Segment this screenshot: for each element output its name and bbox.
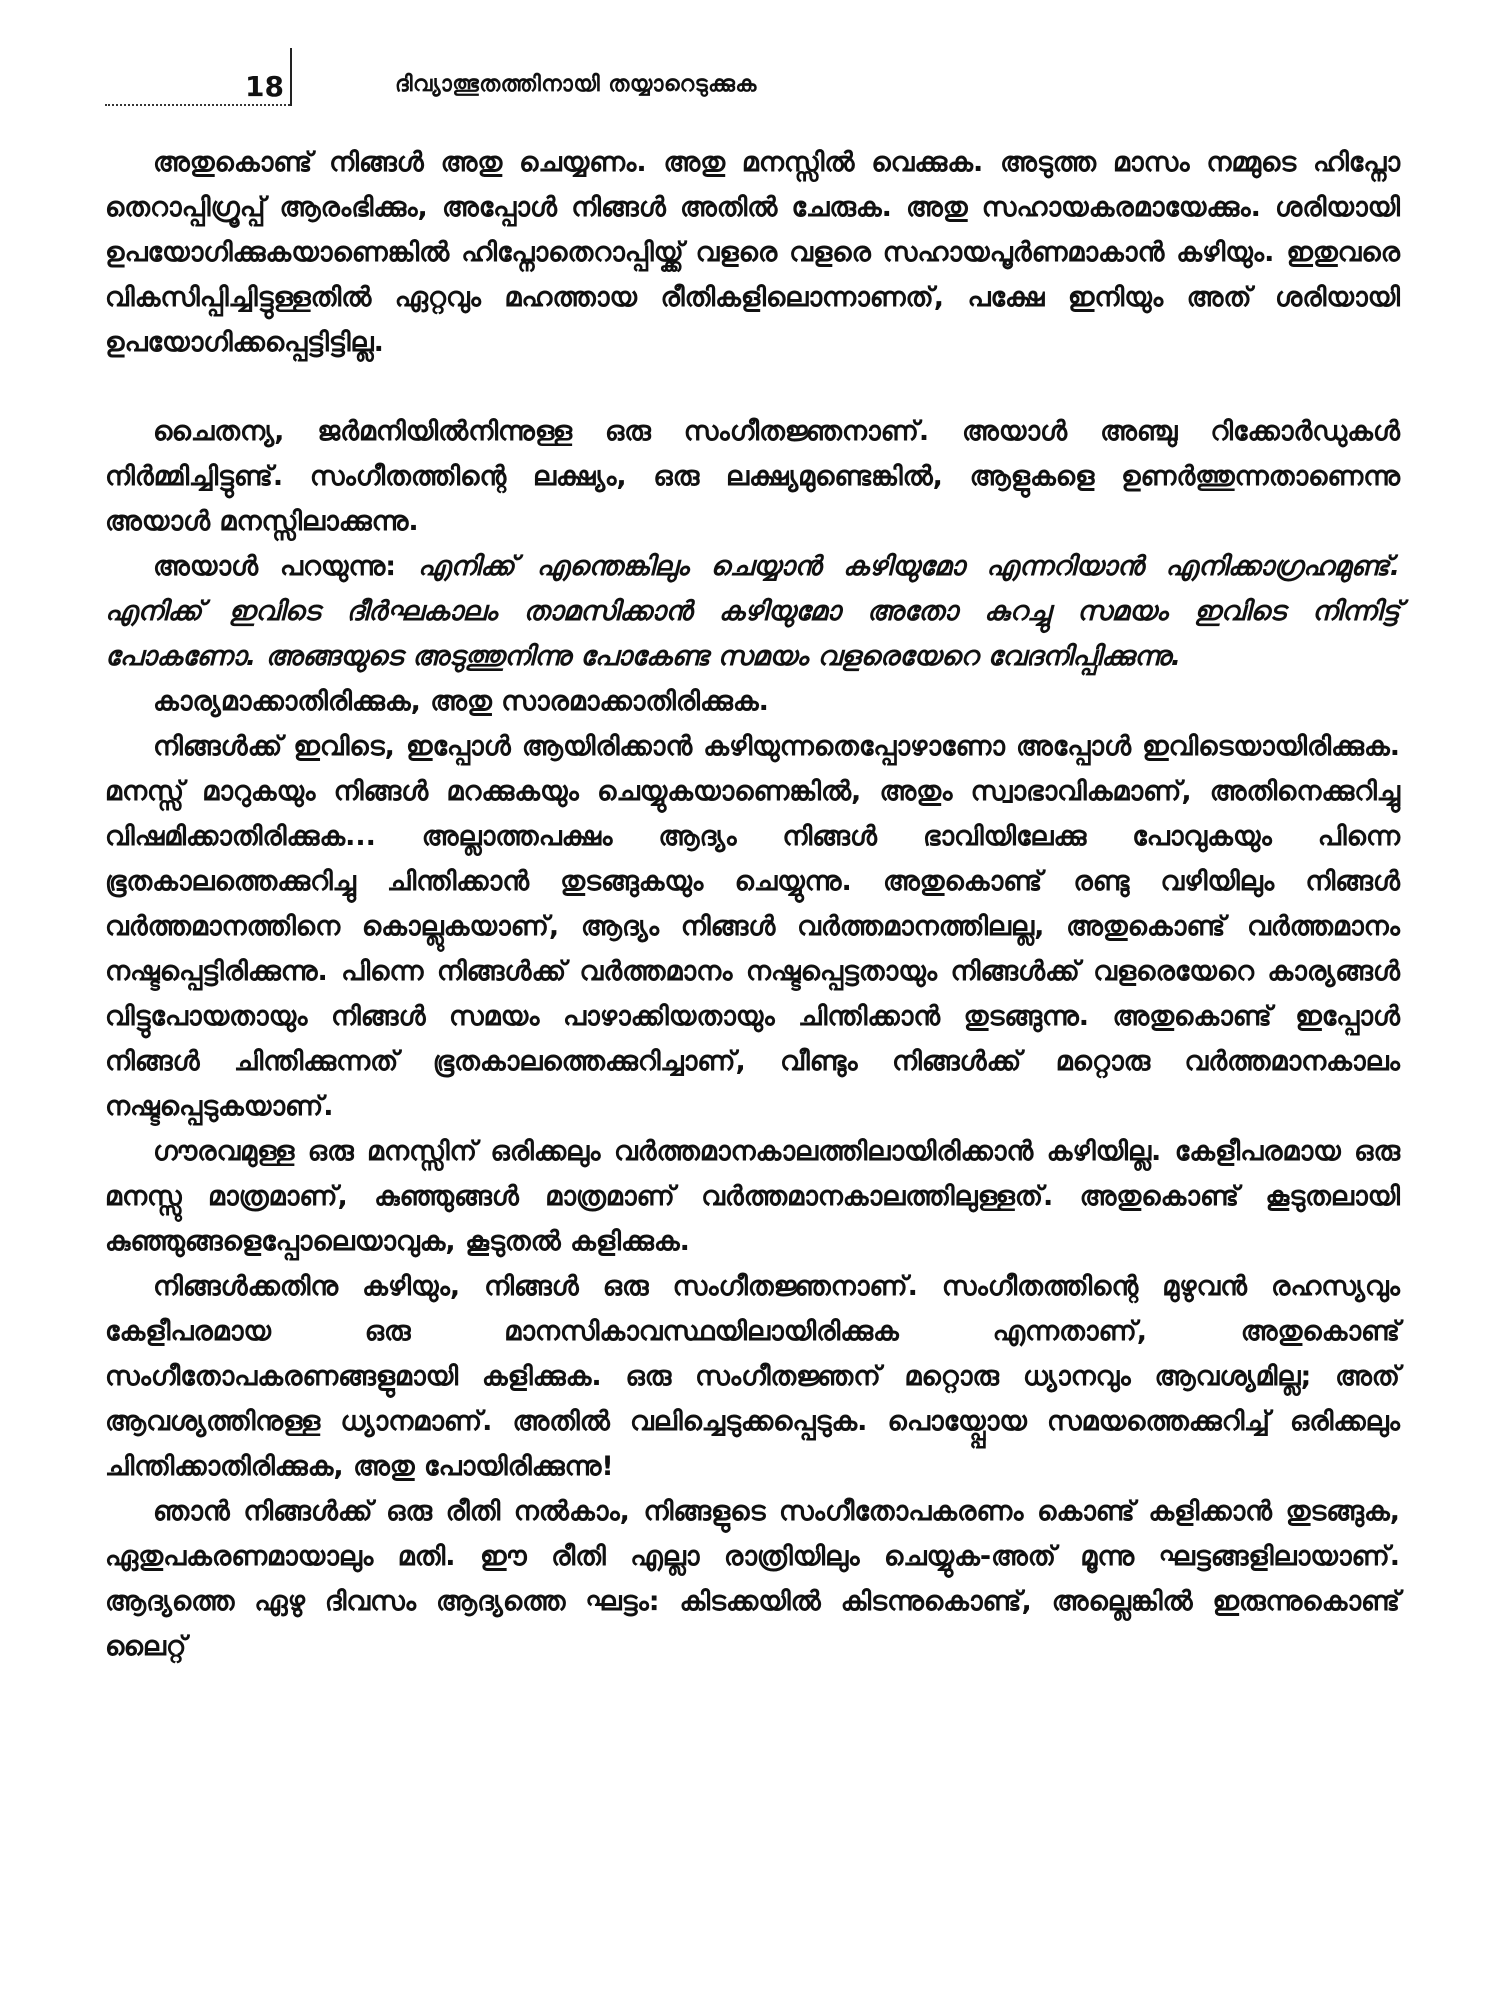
paragraph-6: ഗൗരവമുള്ള ഒരു മനസ്സിന് ഒരിക്കലും വർത്തമാനകാലത്തിലായിരിക്കാൻ കഴിയില്ല. കേളീപരമായ ഒരു മനസ്സു മാത്രമാണ്, കുഞ്ഞുങ്ങൾ മാത്രമാണ് വർത്തമാനകാലത്തിലുള്ളത്. അതുകൊണ്ട് കൂടുതലായി കുഞ്ഞുങ്ങളെപ്പോലെയാവുക, കൂടുതൽ കളിക്കുക.	[105, 1136, 1400, 1257]
paragraph-2: ചൈതന്യ, ജർമനിയിൽനിന്നുള്ള ഒരു സംഗീതജ്ഞനാണ്. അയാൾ അഞ്ചു റിക്കോർഡുകൾ നിർമ്മിച്ചിട്ടുണ്ട്. സംഗീതത്തിന്റെ ലക്ഷ്യം, ഒരു ലക്ഷ്യമുണ്ടെങ്കിൽ, ആളുകളെ ഉണർത്തുന്നതാണെന്നു അയാൾ മനസ്സിലാക്കുന്നു.	[105, 416, 1400, 537]
paragraph-3-lead: അയാൾ പറയുന്നു:	[153, 551, 418, 582]
header-divider	[290, 48, 292, 106]
paragraph-1: അതുകൊണ്ട് നിങ്ങൾ അതു ചെയ്യണം. അതു മനസ്സിൽ വെക്കുക. അടുത്ത മാസം നമ്മുടെ ഹിപ്നോ തെറാപ്പിഗ്രൂപ്പ് ആരംഭിക്കും, അപ്പോൾ നിങ്ങൾ അതിൽ ചേരുക. അതു സഹായകരമായേക്കും. ശരിയായി ഉപയോഗിക്കുകയാണെങ്കിൽ ഹിപ്നോതെറാപ്പിയ്ക്ക് വളരെ വളരെ സഹായപൂർണമാകാൻ കഴിയും. ഇതുവരെ വികസിപ്പിച്ചിട്ടുള്ളതിൽ ഏറ്റവും മഹത്തായ രീതികളിലൊന്നാണത്, പക്ഷേ ഇനിയും അത് ശരിയായി ഉപയോഗിക്കപ്പെട്ടിട്ടില്ല.	[105, 147, 1400, 358]
paragraph-7: നിങ്ങൾക്കതിനു കഴിയും, നിങ്ങൾ ഒരു സംഗീതജ്ഞനാണ്. സംഗീതത്തിന്റെ മുഴുവൻ രഹസ്യവും കേളീപരമായ ഒരു മാനസികാവസ്ഥയിലായിരിക്കുക എന്നതാണ്, അതുകൊണ്ട് സംഗീതോപകരണങ്ങളുമായി കളിക്കുക. ഒരു സംഗീതജ്ഞന് മറ്റൊരു ധ്യാനവും ആവശ്യമില്ല; അത് ആവശ്യത്തിനുള്ള ധ്യാനമാണ്. അതിൽ വലിച്ചെടുക്കപ്പെടുക. പൊയ്പ്പോയ സമയത്തെക്കുറിച്ച് ഒരിക്കലും ചിന്തിക്കാതിരിക്കുക, അതു പോയിരിക്കുന്നു!	[105, 1271, 1400, 1482]
paragraph-5: നിങ്ങൾക്ക് ഇവിടെ, ഇപ്പോൾ ആയിരിക്കാൻ കഴിയുന്നതെപ്പോഴാണോ അപ്പോൾ ഇവിടെയായിരിക്കുക. മനസ്സ് മാറുകയും നിങ്ങൾ മറക്കുകയും ചെയ്യുകയാണെങ്കിൽ, അതും സ്വാഭാവികമാണ്, അതിനെക്കുറിച്ചു വിഷമിക്കാതിരിക്കുക... അല്ലാത്തപക്ഷം ആദ്യം നിങ്ങൾ ഭാവിയിലേക്കു പോവുകയും പിന്നെ ഭൂതകാലത്തെക്കുറിച്ചു ചിന്തിക്കാൻ തുടങ്ങുകയും ചെയ്യുന്നു. അതുകൊണ്ട് രണ്ടു വഴിയിലും നിങ്ങൾ വർത്തമാനത്തിനെ കൊല്ലുകയാണ്, ആദ്യം നിങ്ങൾ വർത്തമാനത്തിലല്ല, അതുകൊണ്ട് വർത്തമാനം നഷ്ടപ്പെട്ടിരിക്കുന്നു. പിന്നെ നിങ്ങൾക്ക് വർത്തമാനം നഷ്ടപ്പെട്ടതായും നിങ്ങൾക്ക് വളരെയേറെ കാര്യങ്ങൾ വിട്ടുപോയതായും നിങ്ങൾ സമയം പാഴാക്കിയതായും ചിന്തിക്കാൻ തുടങ്ങുന്നു. അതുകൊണ്ട് ഇപ്പോൾ നിങ്ങൾ ചിന്തിക്കുന്നത് ഭൂതകാലത്തെക്കുറിച്ചാണ്, വീണ്ടും നിങ്ങൾക്ക് മറ്റൊരു വർത്തമാനകാലം നഷ്ടപ്പെടുകയാണ്.	[105, 731, 1400, 1122]
running-title: ദിവ്യാത്ഭുതത്തിനായി തയ്യാറെടുക്കുക	[395, 72, 757, 97]
body-text	[105, 140, 1400, 1669]
header-dotted-rule	[105, 104, 290, 106]
paragraph-3	[105, 544, 1400, 679]
paragraph-3-quote: എനിക്ക് എന്തെങ്കിലും ചെയ്യാൻ കഴിയുമോ എന്നറിയാൻ എനിക്കാഗ്രഹമുണ്ട്. എനിക്ക് ഇവിടെ ദീർഘകാലം താമസിക്കാൻ കഴിയുമോ അതോ കുറച്ചു സമയം ഇവിടെ നിന്നിട്ട് പോകണോ. അങ്ങയുടെ അടുത്തുനിന്നു പോകേണ്ട സമയം വളരെയേറെ വേദനിപ്പിക്കുന്നു.	[105, 551, 1400, 672]
paragraph-gap	[105, 365, 1400, 409]
page-number: 18	[245, 70, 284, 103]
paragraph-4: കാര്യമാക്കാതിരിക്കുക, അതു സാരമാക്കാതിരിക്കുക.	[153, 686, 769, 717]
paragraph-8: ഞാൻ നിങ്ങൾക്ക് ഒരു രീതി നൽകാം, നിങ്ങളുടെ സംഗീതോപകരണം കൊണ്ട് കളിക്കാൻ തുടങ്ങുക, ഏതുപകരണമായാലും മതി. ഈ രീതി എല്ലാ രാത്രിയിലും ചെയ്യുക-അത് മൂന്നു ഘട്ടങ്ങളിലായാണ്. ആദ്യത്തെ ഏഴു ദിവസം ആദ്യത്തെ ഘട്ടം: കിടക്കയിൽ കിടന്നുകൊണ്ട്, അല്ലെങ്കിൽ ഇരുന്നുകൊണ്ട് ലൈറ്റ്	[105, 1496, 1400, 1662]
page-header	[105, 48, 1400, 106]
